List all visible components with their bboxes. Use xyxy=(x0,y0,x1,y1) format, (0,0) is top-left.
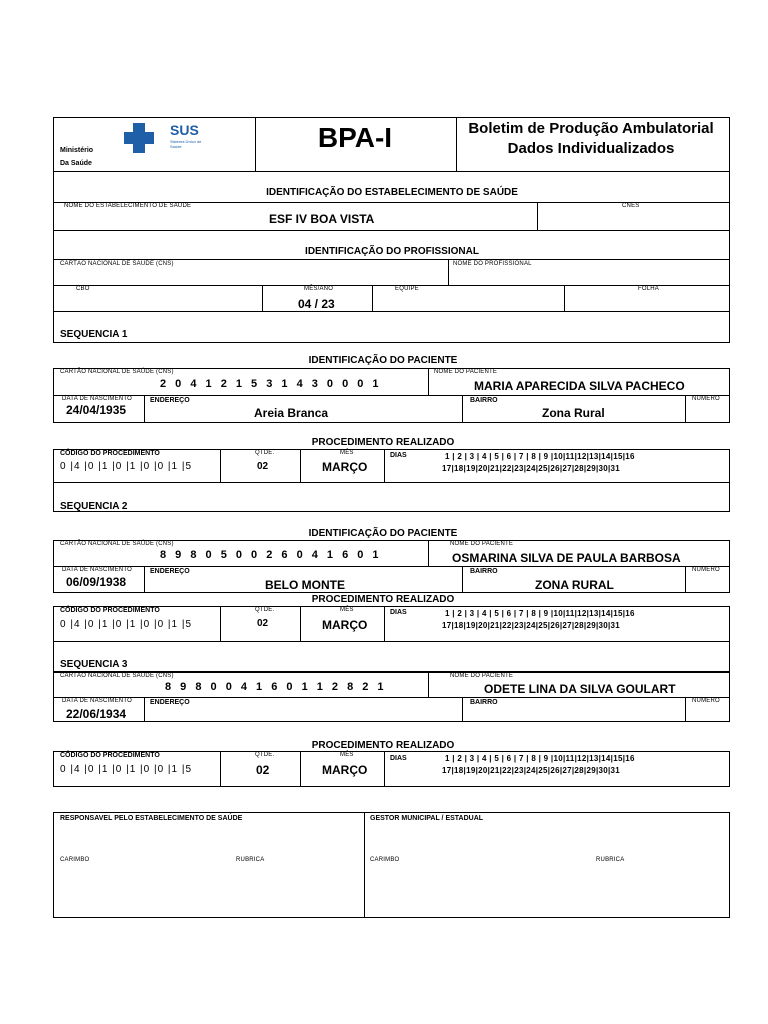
procedure-1-month-value[interactable]: MARÇO xyxy=(322,460,368,474)
procedure-2-month-label: MÊS xyxy=(340,607,354,613)
patient-3-cns-value[interactable]: 8 9 8 0 0 4 1 6 0 1 1 2 8 2 1 xyxy=(165,681,387,693)
professional-section-title-text: IDENTIFICAÇÃO DO PROFISSIONAL xyxy=(305,246,479,257)
patient-1-district-value[interactable]: Zona Rural xyxy=(542,406,605,420)
professional-section-title xyxy=(305,246,479,257)
patient-1-birth-value[interactable]: 24/04/1935 xyxy=(66,403,127,417)
patient-3-number-label: NUMERO xyxy=(692,698,720,704)
sequence-3-frame xyxy=(53,642,730,672)
patient-1-number-label: NUMERO xyxy=(692,396,720,402)
sus-logo xyxy=(120,119,220,157)
ministerio-line2: Da Saúde xyxy=(60,160,92,167)
procedure-2-qty-label: QTDE. xyxy=(255,607,275,613)
sus-logo-text: SUS xyxy=(170,122,199,138)
procedure-1-code-divider xyxy=(220,449,221,482)
folha-label: FOLHA xyxy=(638,286,660,292)
procedure-2-month-value[interactable]: MARÇO xyxy=(322,618,368,632)
patient-1-address-label: ENDEREÇO xyxy=(150,397,190,404)
patient-1-section-title: IDENTIFICAÇÃO DO PACIENTE xyxy=(308,355,458,366)
procedure-3-days-row1[interactable]: 1 | 2 | 3 | 4 | 5 | 6 | 7 | 8 | 9 |10|11|12|13|14|15|16 xyxy=(445,754,635,763)
patient-3-district-label: BAIRRO xyxy=(470,699,498,706)
patient-2-district-label: BAIRRO xyxy=(470,568,498,575)
procedure-2-month-divider xyxy=(384,606,385,642)
procedure-2-code-label: CÓDIGO DO PROCEDIMENTO xyxy=(60,607,160,614)
cbo-divider xyxy=(262,285,263,311)
procedure-1-days-row1[interactable]: 1 | 2 | 3 | 4 | 5 | 6 | 7 | 8 | 9 |10|11|12|13|14|15|16 xyxy=(445,452,635,461)
patient-2-birth-value[interactable]: 06/09/1938 xyxy=(66,575,127,589)
patient-2-birth-divider xyxy=(144,566,145,593)
patient-1-birth-divider xyxy=(144,395,145,423)
procedure-1-month-label: MÊS xyxy=(340,450,354,456)
procedure-1-days-row2[interactable]: 17|18|19|20|21|22|23|24|25|26|27|28|29|30|31 xyxy=(442,464,621,473)
professional-line-2 xyxy=(53,285,730,286)
professional-line-3 xyxy=(53,311,730,312)
procedure-3-code-label: CÓDIGO DO PROCEDIMENTO xyxy=(60,752,160,759)
patient-3-birth-value[interactable]: 22/06/1934 xyxy=(66,707,127,721)
establishment-section-title: IDENTIFICAÇÃO DO ESTABELECIMENTO DE SAÚDE xyxy=(266,187,518,198)
equipe-divider xyxy=(564,285,565,311)
procedure-1-days-label: DIAS xyxy=(390,452,407,459)
procedure-1-qty-label: QTDE. xyxy=(255,450,275,456)
procedure-3-code-value[interactable]: 0 |4 |0 |1 |0 |1 |0 |0 |1 |5 xyxy=(60,764,192,775)
procedure-3-month-label: MÊS xyxy=(340,752,354,758)
patient-1-birth-label: DATA DE NASCIMENTO xyxy=(62,396,132,402)
sequence-2-label: SEQUENCIA 2 xyxy=(60,501,128,512)
patient-1-cns-value[interactable]: 2 0 4 1 2 1 5 3 1 4 3 0 0 0 1 xyxy=(160,378,382,390)
procedure-3-days-row2[interactable]: 17|18|19|20|21|22|23|24|25|26|27|28|29|30|31 xyxy=(442,766,621,775)
procedure-3-qty-label: QTDE. xyxy=(255,752,275,758)
establishment-name-label: NOME DO ESTABELECIMENTO DE SAUDE xyxy=(64,203,192,209)
patient-2-name-label: NOME DO PACIENTE xyxy=(450,541,514,547)
patient-1-name-label: NOME DO PACIENTE xyxy=(434,369,498,375)
header-divider-2 xyxy=(456,117,457,171)
establishment-cnes-divider xyxy=(537,202,538,230)
header-divider-1 xyxy=(255,117,256,171)
patient-1-cns-divider xyxy=(428,368,429,395)
procedure-2-days-row2[interactable]: 17|18|19|20|21|22|23|24|25|26|27|28|29|30|31 xyxy=(442,621,621,630)
manager-label: GESTOR MUNICIPAL / ESTADUAL xyxy=(370,815,484,822)
procedure-1-code-label: CÓDIGO DO PROCEDIMENTO xyxy=(60,450,160,457)
patient-2-address-divider xyxy=(462,566,463,593)
form-title-line1: Boletim de Produção Ambulatorial xyxy=(468,120,714,137)
equipe-label: EQUIPE xyxy=(395,286,419,292)
responsible-label: RESPONSAVEL PELO ESTABELECIMENTO DE SAÚDE xyxy=(60,815,243,822)
procedure-3-days-label: DIAS xyxy=(390,755,407,762)
footer-divider xyxy=(364,812,365,918)
procedure-3-code-divider xyxy=(220,751,221,787)
patient-2-mid-line xyxy=(53,566,730,567)
sequence-1-label: SEQUENCIA 1 xyxy=(60,329,128,340)
responsible-stamp-label[interactable]: CARIMBO xyxy=(60,857,90,863)
professional-cns-label: CARTÃO NACIONAL DE SAÚDE (CNS) xyxy=(60,261,174,267)
procedure-1-month-divider xyxy=(384,449,385,482)
patient-1-district-label: BAIRRO xyxy=(470,397,498,404)
patient-2-section-title: IDENTIFICAÇÃO DO PACIENTE xyxy=(308,528,458,539)
procedure-2-qty-divider xyxy=(300,606,301,642)
header-bottom-line xyxy=(53,171,730,172)
patient-3-cns-divider xyxy=(428,672,429,697)
form-title-line2: Dados Individualizados xyxy=(507,140,675,157)
responsible-signature-label[interactable]: RUBRICA xyxy=(236,857,265,863)
patient-3-mid-line xyxy=(53,697,730,698)
procedure-3-month-value[interactable]: MARÇO xyxy=(322,763,368,777)
patient-3-birth-label: DATA DE NASCIMENTO xyxy=(62,698,132,704)
patient-2-number-label: NUMERO xyxy=(692,567,720,573)
establishment-cnes-label: CNES xyxy=(622,203,640,209)
sequence-3-label: SEQUENCIA 3 xyxy=(60,659,128,670)
patient-1-cns-label: CARTÃO NACIONAL DE SAÚDE (CNS) xyxy=(60,369,174,375)
procedure-2-section-title: PROCEDIMENTO REALIZADO xyxy=(311,594,455,605)
patient-2-birth-label: DATA DE NASCIMENTO xyxy=(62,567,132,573)
mes-ano-value[interactable]: 04 / 23 xyxy=(298,297,335,311)
manager-signature-label[interactable]: RUBRICA xyxy=(596,857,625,863)
procedure-3-qty-divider xyxy=(300,751,301,787)
patient-3-address-divider xyxy=(462,697,463,722)
procedure-2-code-divider xyxy=(220,606,221,642)
patient-3-district-divider xyxy=(685,697,686,722)
procedure-1-mid-line xyxy=(53,482,730,483)
patient-3-address-label: ENDEREÇO xyxy=(150,699,190,706)
sus-logo-subtext: Sistema Único de Saúde xyxy=(170,139,202,149)
mes-ano-divider xyxy=(372,285,373,311)
patient-2-address-label: ENDEREÇO xyxy=(150,568,190,575)
procedure-1-qty-value[interactable]: 02 xyxy=(257,461,269,472)
patient-3-name-value[interactable]: ODETE LINA DA SILVA GOULART xyxy=(484,682,676,696)
procedure-3-month-divider xyxy=(384,751,385,787)
establishment-name-value[interactable]: ESF IV BOA VISTA xyxy=(269,212,375,226)
patient-3-name-label: NOME DO PACIENTE xyxy=(450,673,514,679)
patient-2-cns-divider xyxy=(428,540,429,566)
procedure-2-days-label: DIAS xyxy=(390,609,407,616)
patient-2-cns-label: CARTÃO NACIONAL DE SAÚDE (CNS) xyxy=(60,541,174,547)
procedure-2-days-row1[interactable]: 1 | 2 | 3 | 4 | 5 | 6 | 7 | 8 | 9 |10|11|12|13|14|15|16 xyxy=(445,609,635,618)
patient-3-birth-divider xyxy=(144,697,145,722)
patient-1-district-divider xyxy=(685,395,686,423)
procedure-1-section-title: PROCEDIMENTO REALIZADO xyxy=(311,437,455,448)
procedure-3-qty-value[interactable]: 02 xyxy=(256,763,270,777)
form-code: BPA-I xyxy=(317,122,393,153)
ministerio-line1: Ministério xyxy=(60,147,94,154)
patient-1-name-value[interactable]: MARIA APARECIDA SILVA PACHECO xyxy=(474,379,685,393)
professional-name-divider xyxy=(448,259,449,285)
patient-2-district-divider xyxy=(685,566,686,593)
sus-cross-icon xyxy=(122,121,156,155)
patient-1-address-divider xyxy=(462,395,463,423)
patient-3-cns-label: CARTÃO NACIONAL DE SAÚDE (CNS) xyxy=(60,673,174,679)
professional-line-1 xyxy=(53,259,730,260)
professional-name-label: NOME DO PROFISSIONAL xyxy=(453,261,532,267)
procedure-2-qty-value[interactable]: 02 xyxy=(257,618,269,629)
patient-2-cns-value[interactable]: 8 9 8 0 5 0 0 2 6 0 4 1 6 0 1 xyxy=(160,549,382,561)
procedure-3-section-title: PROCEDIMENTO REALIZADO xyxy=(311,740,455,751)
patient-2-name-value[interactable]: OSMARINA SILVA DE PAULA BARBOSA xyxy=(452,551,681,565)
establishment-line-bottom xyxy=(53,230,730,231)
manager-stamp-label[interactable]: CARIMBO xyxy=(370,857,400,863)
footer-frame xyxy=(53,812,730,918)
patient-2-address-value[interactable]: BELO MONTE xyxy=(265,578,345,592)
mes-ano-label: MÊS/ANO xyxy=(304,286,334,292)
procedure-2-code-value[interactable]: 0 |4 |0 |1 |0 |1 |0 |0 |1 |5 xyxy=(60,619,192,630)
patient-1-mid-line xyxy=(53,395,730,396)
procedure-1-code-value[interactable]: 0 |4 |0 |1 |0 |1 |0 |0 |1 |5 xyxy=(60,461,192,472)
patient-2-district-value[interactable]: ZONA RURAL xyxy=(535,578,614,592)
professional-cbo-label: CBO xyxy=(76,286,90,292)
patient-1-address-value[interactable]: Areia Branca xyxy=(254,406,329,420)
procedure-1-qty-divider xyxy=(300,449,301,482)
